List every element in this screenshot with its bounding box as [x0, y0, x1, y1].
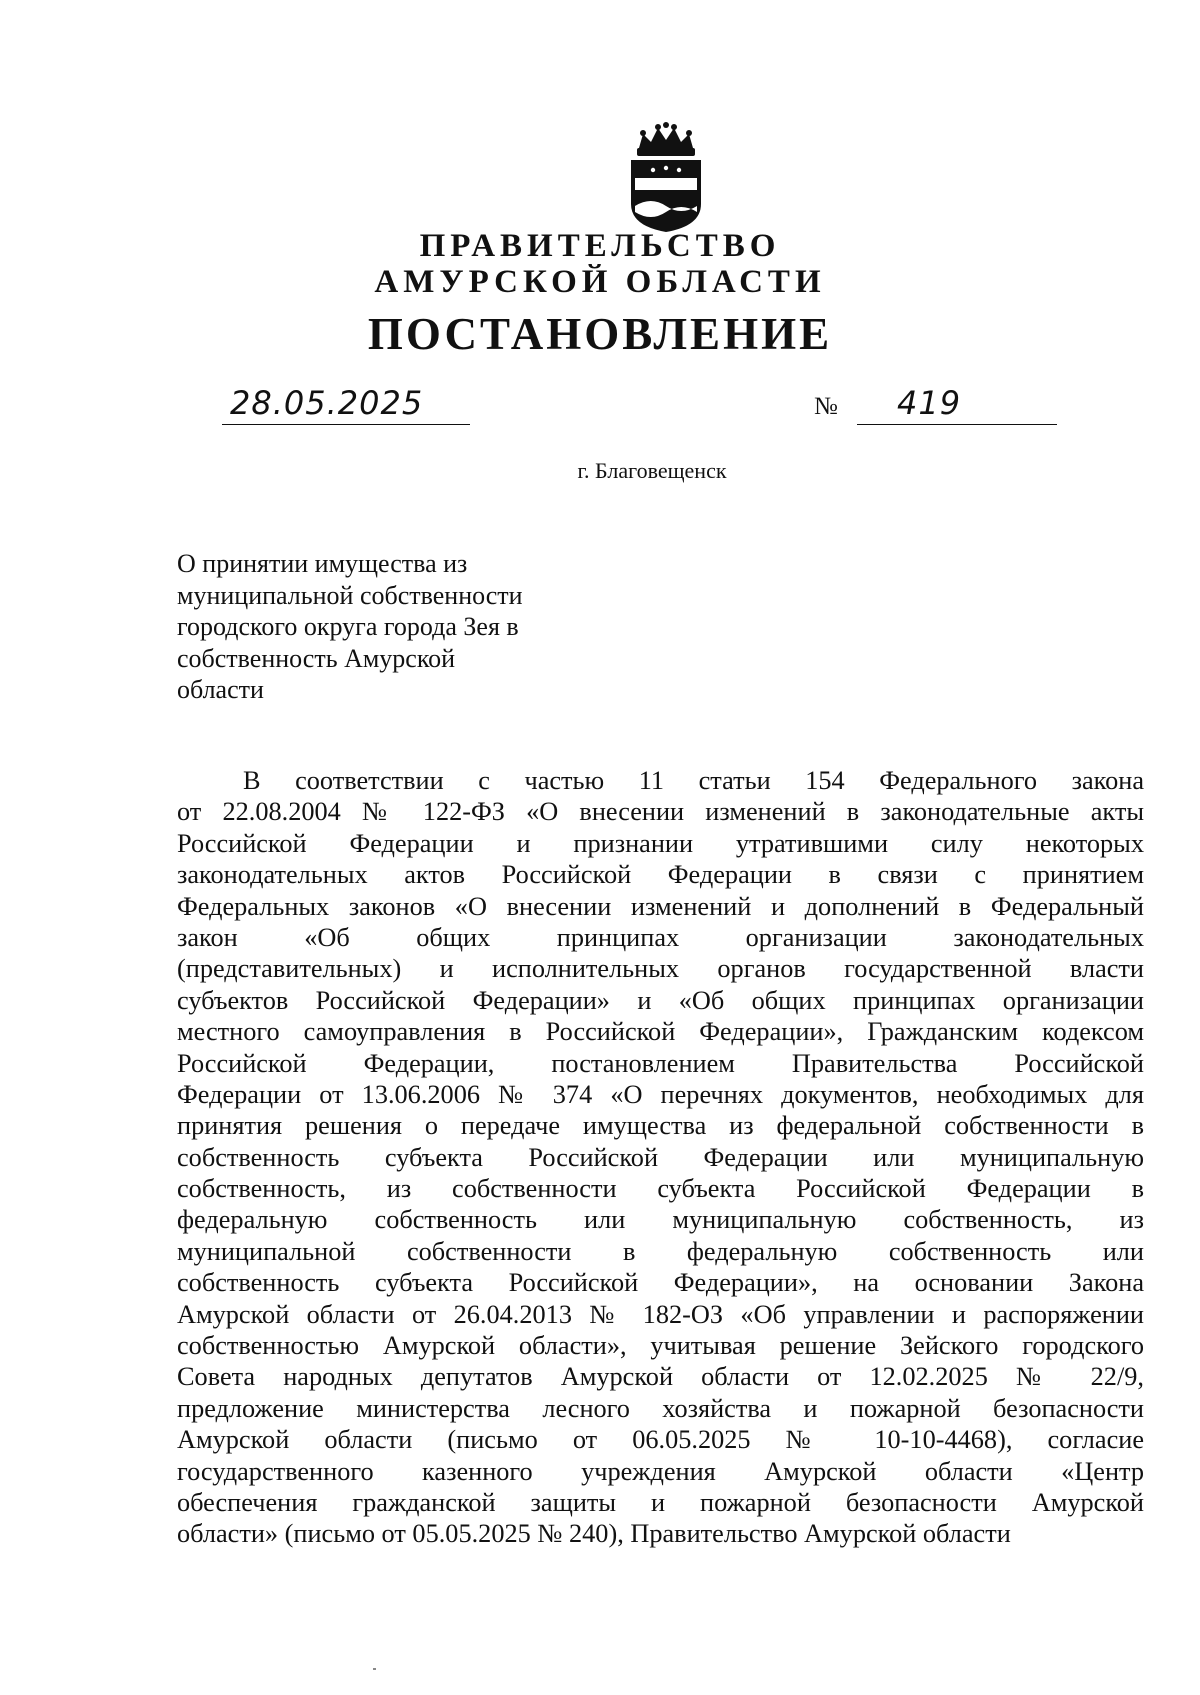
body-line: закон «Об общих принципах организации законодательных	[177, 922, 1144, 952]
body-line: Федерации от 13.06.2006 № 374 «О перечнях документов, необходимых для	[177, 1079, 1144, 1109]
document-number-handwritten: 419	[897, 384, 962, 422]
body-line: местного самоуправления в Российской Федерации», Гражданским кодексом	[177, 1017, 1144, 1047]
body-line: Амурской области (письмо от 06.05.2025 № 10-10-4468), согласие	[177, 1425, 1144, 1455]
city-name: г. Благовещенск	[577, 458, 727, 483]
body-line: Совета народных депутатов Амурской области от 12.02.2025 № 22/9,	[177, 1362, 1144, 1392]
document-date-field	[222, 384, 470, 425]
body-line: (представительных) и исполнительных органов государственной власти	[177, 954, 1144, 984]
body-line: законодательных актов Российской Федерации в связи с принятием	[177, 860, 1144, 890]
number-sign: №	[814, 393, 838, 420]
body-line: собственность субъекта Российской Федерации», на основании Закона	[177, 1268, 1144, 1298]
subject-line: муниципальной собственности	[177, 580, 523, 610]
body-line: муниципальной собственности в федеральную собственность или	[177, 1236, 1144, 1266]
organization-name-line-1: ПРАВИТЕЛЬСТВО	[419, 228, 781, 264]
body-line: Федеральных законов «О внесении изменений и дополнений в Федеральный	[177, 891, 1144, 921]
body-line: предложение министерства лесного хозяйства и пожарной безопасности	[177, 1393, 1144, 1423]
subject-line: собственность Амурской	[177, 643, 456, 673]
organization-name-line-2: АМУРСКОЙ ОБЛАСТИ	[374, 264, 826, 300]
document-number-field	[857, 384, 1057, 425]
document-type-title: ПОСТАНОВЛЕНИЕ	[367, 309, 833, 359]
body-line: собственность субъекта Российской Федерации или муниципальную	[177, 1142, 1144, 1172]
body-line: субъектов Российской Федерации» и «Об общих принципах организации	[177, 985, 1144, 1015]
scan-speck	[373, 1668, 376, 1670]
body-line: Российской Федерации, постановлением Правительства Российской	[177, 1048, 1144, 1078]
body-line: от 22.08.2004 № 122-ФЗ «О внесении изменений в законодательные акты	[177, 797, 1144, 827]
body-line: Российской Федерации и признании утратившими силу некоторых	[177, 828, 1144, 858]
body-line: области» (письмо от 05.05.2025 № 240), Правительство Амурской области	[177, 1519, 1011, 1549]
subject-line: О принятии имущества из	[177, 549, 468, 578]
body-line: собственностью Амурской области», учитывая решение Зейского городского	[177, 1331, 1144, 1361]
body-line: собственность, из собственности субъекта Российской Федерации в	[177, 1174, 1144, 1204]
body-line: В соответствии с частью 11 статьи 154 Федерального закона	[243, 766, 1144, 795]
body-line: принятия решения о передаче имущества из федеральной собственности в	[177, 1111, 1144, 1141]
body-line: федеральную собственность или муниципальную собственность, из	[177, 1205, 1144, 1235]
body-line: обеспечения гражданской защиты и пожарной безопасности Амурской	[177, 1487, 1144, 1517]
body-line: Амурской области от 26.04.2013 № 182-ОЗ «Об управлении и распоряжении	[177, 1299, 1144, 1329]
document-body-paragraph	[177, 765, 1144, 1550]
subject-line: городского округа города Зея в	[177, 612, 519, 641]
coat-of-arms-emblem-icon	[623, 122, 709, 234]
document-subject	[177, 548, 597, 706]
subject-line: области	[177, 675, 264, 704]
body-line: государственного казенного учреждения Амурской области «Центр	[177, 1456, 1144, 1486]
document-date-handwritten: 28.05.2025	[230, 384, 424, 422]
